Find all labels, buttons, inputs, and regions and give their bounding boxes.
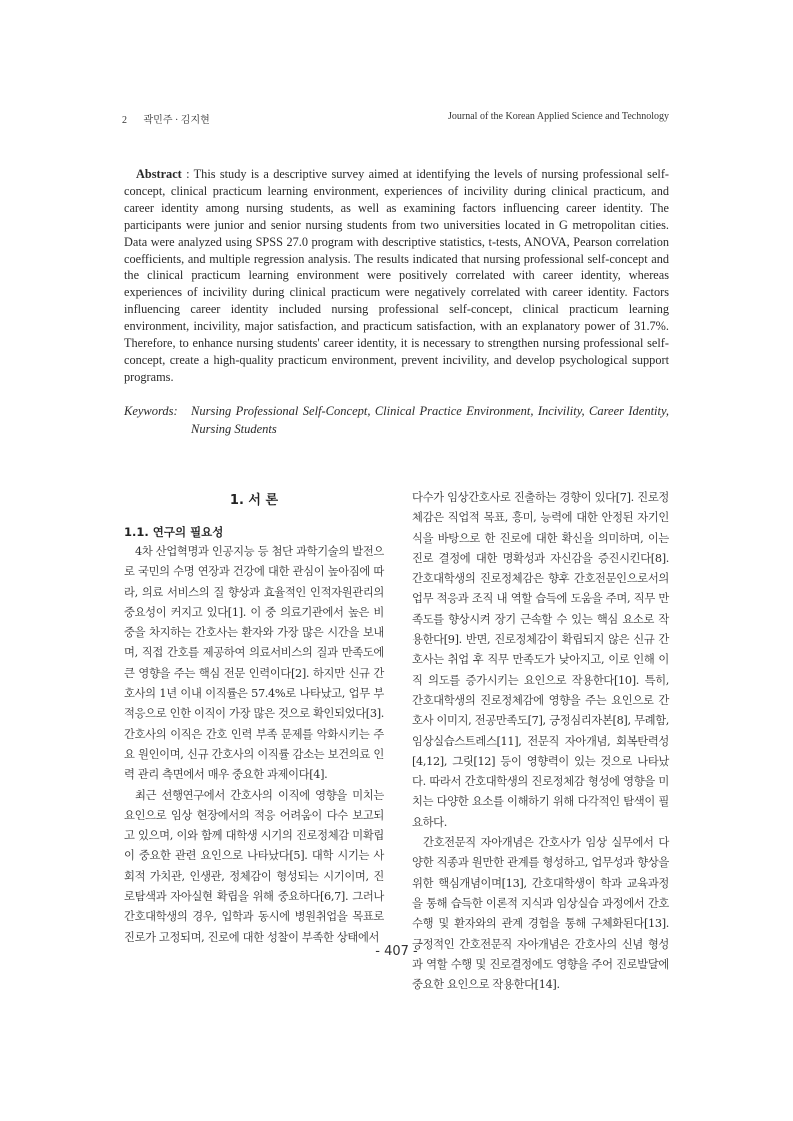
header-page-number: 2 <box>122 115 127 126</box>
abstract-text: This study is a descriptive survey aimed at identifying the levels of nursing professional self-concept, clinical practicum learning environment, experiences of incivility during clinical practicum, and career identity among nursing students, as well as examining factors influencing career identity. The participants were junior and senior nursing students from two universities located in G metropolitan cities. Data were analyzed using SPSS 27.0 program with descriptive statistics, t-tests, ANOVA, Pearson correlation coefficients, and multiple regression analysis. The results indicated that nursing professional self-concept and the clinical practicum learning environment were positively correlated with career identity, whereas experiences of incivility during clinical practicum were negatively correlated with career identity. Factors influencing career identity included nursing professional self-concept, clinical practicum learning environment, incivility, major satisfaction, and practicum satisfaction, with an explanatory power of 31.7%. Therefore, to enhance nursing students' career identity, it is necessary to strengthen nursing professional self-concept, create a high-quality practicum environment, prevent incivility, and develop psychological support programs. <box>124 167 670 384</box>
right-column <box>412 488 669 995</box>
abstract-separator: : <box>181 167 194 181</box>
subsection-title: 1.1. 연구의 필요성 <box>124 525 224 539</box>
abstract-label: Abstract <box>136 167 182 181</box>
abstract-block <box>124 166 669 386</box>
keywords-text: Nursing Professional Self-Concept, Clinical Practice Environment, Incivility, Career Identity, Nursing Students <box>191 404 669 436</box>
right-paragraph-1: 다수가 임상간호사로 진출하는 경향이 있다[7]. 진로정체감은 직업적 목표, 흥미, 능력에 대한 안정된 자기인식을 바탕으로 한 진로에 대한 확신을 의미하며, 이는 진로 결정에 대한 명확성과 자신감을 증진시킨다[8]. 간호대학생의 진로정체감은 향후 간호전문인으로서의 업무 적응과 조직 내 역할 습득에 도움을 주며, 직무 만족도를 향상시켜 장기 근속할 수 있는 핵심 요소로 작용한다[9]. 반면, 진로정체감이 확립되지 않은 신규 간호사는 취업 후 직무 만족도가 낮아지고, 이로 인해 이직 의도를 증가시키는 요인으로 작용한다[10]. 특히, 간호대학생의 진로정체감에 영향을 주는 요인으로 간호사 이미지, 전공만족도[7], 긍정심리자본[8], 무례함, 임상실습스트레스[11], 전문직 자아개념, 회복탄력성[4,12], 그릿[12] 등이 영향력이 있는 것으로 나타났다. 따라서 간호대학생의 진로정체감 형성에 영향을 미치는 다양한 요소를 이해하기 위해 다각적인 탐색이 필요하다. <box>412 491 669 829</box>
header-left <box>122 111 210 126</box>
left-paragraph-1: 4차 산업혁명과 인공지능 등 첨단 과학기술의 발전으로 국민의 수명 연장과 건강에 대한 관심이 높아짐에 따라, 의료 서비스의 질 향상과 효율적인 인적자원관리의 중요성이 커지고 있다[1]. 이 중 의료기관에서 높은 비중을 차지하는 간호사는 환자와 가장 많은 시간을 보내며, 직접 간호를 제공하여 의료서비스의 질과 만족도에 큰 영향을 주는 핵심 전문 인력이다[2]. 하지만 신규 간호사의 1년 이내 이직률은 57.4%로 나타났고, 업무 부적응으로 인한 이직이 가장 많은 것으로 확인되었다[3]. 간호사의 이직은 간호 인력 부족 문제를 악화시키는 주요 원인이며, 신규 간호사의 이직률 감소는 보건의료 인력 관리 측면에서 매우 중요한 과제이다[4]. <box>124 545 384 782</box>
running-header <box>122 111 669 127</box>
keywords-label: Keywords: <box>124 404 178 418</box>
right-paragraph-2: 간호전문직 자아개념은 간호사가 임상 실무에서 다양한 직종과 원만한 관계를 형성하고, 업무성과 향상을 위한 핵심개념이며[13], 간호대학생이 학과 교육과정을 통해 습득한 이론적 지식과 임상실습 과정에서 간호수행 및 환자와의 관계 경험을 통해 구체화된다[13]. 긍정적인 간호전문직 자아개념은 간호사의 신념 형성과 역할 수행 및 진로결정에도 영향을 주어 진로발달에 중요한 요인으로 작용한다[14]. <box>412 836 669 992</box>
page-footer-number: - 407 - <box>375 944 418 959</box>
keywords-block <box>124 402 669 438</box>
header-authors: 곽민주 · 김지현 <box>143 115 210 126</box>
section-title: 1. 서 론 <box>229 493 279 508</box>
left-column <box>124 542 384 948</box>
header-journal-title: Journal of the Korean Applied Science and Technology <box>448 111 669 122</box>
left-paragraph-2: 최근 선행연구에서 간호사의 이직에 영향을 미치는 요인으로 임상 현장에서의 적응 어려움이 다수 보고되고 있으며, 이와 함께 대학생 시기의 진로정체감 미확립이 중요한 관련 요인으로 나타났다[5]. 대학 시기는 사회적 가치관, 인생관, 정체감이 형성되는 시기이며, 진로탐색과 자아실현 확립을 위해 중요하다[6,7]. 그러나 간호대학생의 경우, 입학과 동시에 병원취업을 목표로 진로가 고정되며, 진로에 대한 성찰이 부족한 상태에서 <box>124 788 384 944</box>
